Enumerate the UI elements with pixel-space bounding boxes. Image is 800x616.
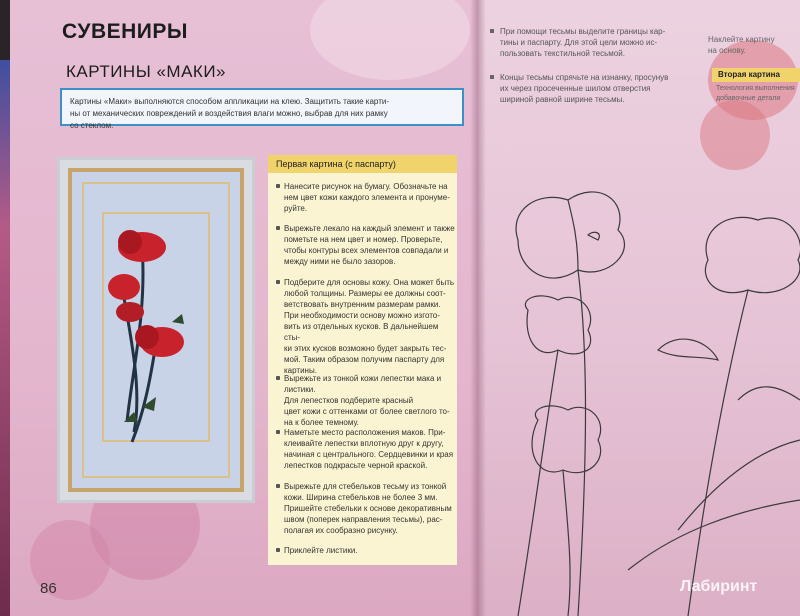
intro-line: ны от механических повреждений и воздействия влаги можно, выбрав для них рамку: [70, 109, 388, 118]
bullet-icon: [490, 75, 494, 79]
page-number: 86: [40, 580, 57, 597]
step-item: Вырежьте лекало на каждый элемент и также пометьте на нем цвет и номер. Проверьте, чтобы контуры всех элементов совпадали и между ними не было зазоров.: [276, 223, 456, 267]
second-picture-note: Технология выполнения добавочные детали: [716, 85, 795, 102]
bullet-icon: [276, 280, 280, 284]
bullet-icon: [276, 548, 280, 552]
poppy-picture: [60, 160, 252, 500]
intro-box: [60, 88, 464, 130]
step-item: Нанесите рисунок на бумагу. Обозначьте на нем цвет кожи каждого элемента и пронуме- руйте.: [276, 181, 456, 214]
intro-line: Картины «Маки» выполняются способом аппликации на клею. Защитить такие карти-: [70, 97, 389, 106]
step-item: Вырежьте из тонкой кожи лепестки мака и листики. Для лепестков подберите красный цвет кожи с оттенками от более светлого то- на к более темному.: [276, 373, 456, 428]
step-item: При помощи тесьмы выделите границы кар- тины и паспарту. Для этой цели можно ис- пользовать текстильной тесьмой.: [488, 26, 688, 59]
watermark-text: Лабиринт: [680, 578, 758, 595]
bullet-icon: [276, 430, 280, 434]
intro-line: со стеклом.: [70, 121, 114, 130]
bullet-icon: [490, 29, 494, 33]
bullet-icon: [276, 184, 280, 188]
page-subtitle: КАРТИНЫ «МАКИ»: [66, 62, 226, 81]
decorative-flower: [310, 0, 470, 80]
step-item: Подберите для основы кожу. Она может быть любой толщины. Размеры ее должны соот- ветствовать внутренним размерам рамки. При необходимости основу можно изгото- вить из отдельных кусков. В дальнейшем сты- ки этих кусков возможно будет закрыть тес- мой. Таким образом получим паспарту для картины.: [276, 277, 456, 376]
first-picture-header: Первая картина (с паспарту): [268, 155, 457, 173]
bullet-icon: [276, 484, 280, 488]
labirint-watermark: [680, 578, 757, 596]
step-item: Приклейте листики.: [276, 545, 456, 556]
right-side-step: Наклейте картину на основу.: [708, 35, 775, 55]
bullet-icon: [276, 226, 280, 230]
bullet-icon: [276, 376, 280, 380]
section-title: СУВЕНИРЫ: [62, 20, 188, 43]
book-edge: [0, 60, 10, 616]
picture-passe-partout: [72, 172, 240, 488]
step-item: Концы тесьмы спрячьте на изнанку, просунув их через просеченные шилом отверстия шириной равной ширине тесьмы.: [488, 72, 688, 105]
poppy-line-drawing: [478, 150, 800, 616]
poppy-illustration: [72, 172, 240, 488]
step-item: Вырежьте для стебельков тесьму из тонкой кожи. Ширина стебельков не более 3 мм. Пришейте стебельки к основе декоративным швом (поперек направления тесьмы), рас- полагая их сообразно рисунку.: [276, 481, 456, 536]
step-item: Наметьте место расположения маков. При- клеивайте лепестки вплотную друг к другу, начиная с центрального. Сердцевинки и края лепестков подкрасьте черной краской.: [276, 427, 456, 471]
steps-list: [268, 173, 457, 565]
second-picture-header: Вторая картина: [712, 68, 800, 82]
